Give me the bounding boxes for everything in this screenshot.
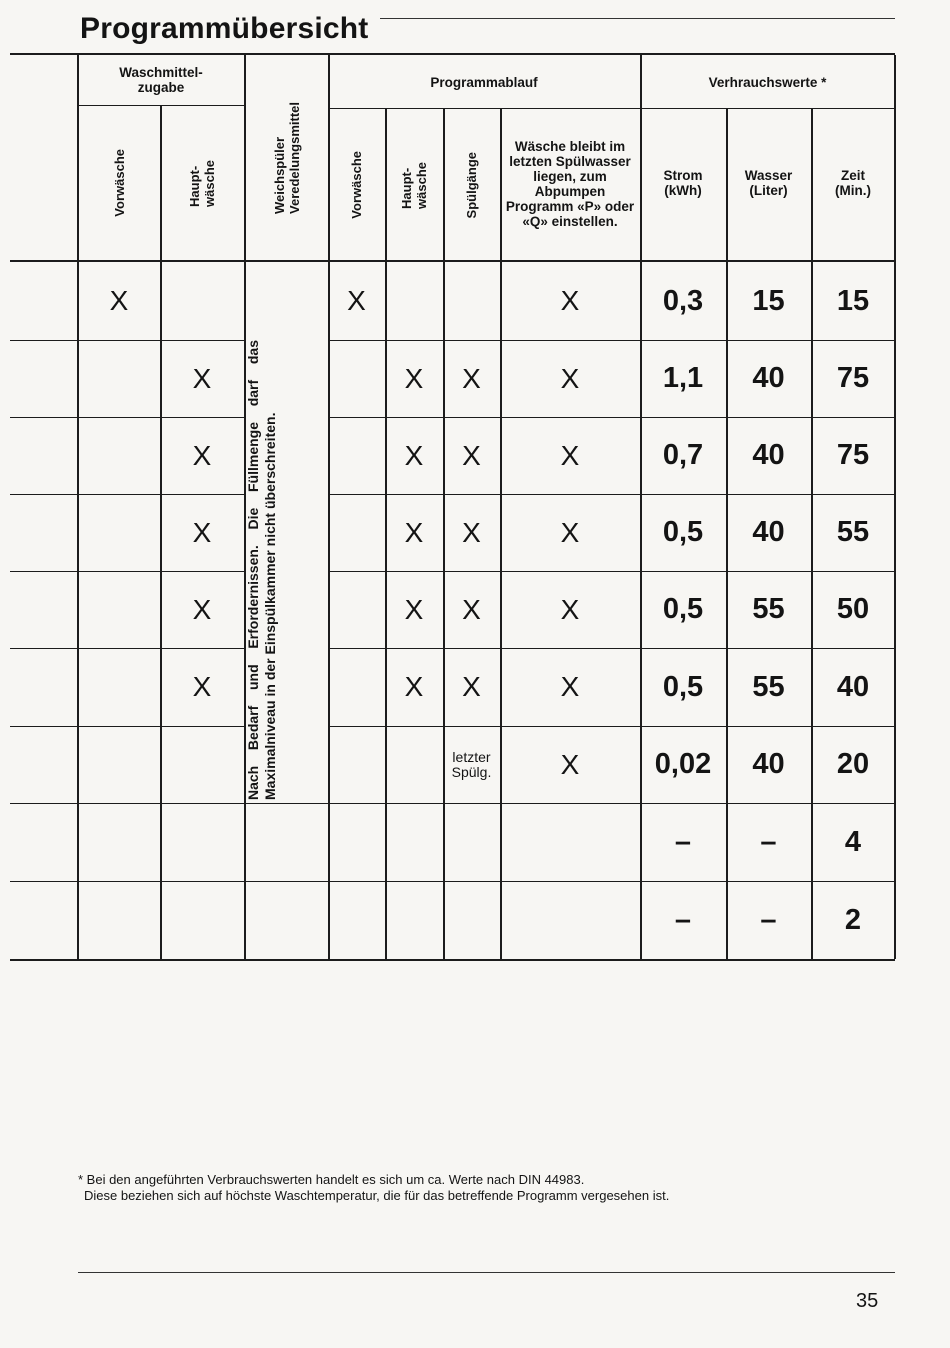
row-divider-3 (10, 494, 245, 495)
cell-pa-hauptwaesche-row-2: X (404, 362, 424, 394)
table-top-border (10, 53, 895, 55)
col-header-hauptwaesche-text: Haupt- wäsche (187, 159, 217, 207)
cell-strom-row-5: 0,5 (662, 593, 704, 625)
cell-hauptwaesche-row-3: X (192, 439, 212, 471)
cell-zeit-row-5: 50 (836, 593, 870, 625)
col-header-vorwaesche-text: Vorwäsche (111, 149, 127, 217)
cell-waesche-bleibt-row-5: X (560, 593, 580, 625)
col-divider-10 (811, 108, 813, 959)
weichspueler-note-text: Nach Bedarf und Erfordernissen. Die Füllmenge darf das Maximalniveau in der Einspülkammer nicht überschreiten. (245, 340, 278, 800)
row-divider-right-3 (328, 494, 895, 495)
cell-strom-row-4: 0,5 (662, 516, 704, 548)
cell-waesche-bleibt-row-6: X (560, 671, 580, 702)
cell-pa-hauptwaesche-row-6: X (404, 671, 424, 702)
cell-wasser-row-7: 40 (752, 748, 785, 780)
row-divider-right-6 (328, 726, 895, 727)
cell-strom-row-6: 0,5 (662, 670, 704, 703)
header-bottom-border (10, 260, 895, 262)
bottom-rule (78, 1272, 895, 1273)
cell-pa-hauptwaesche-row-3: X (404, 439, 424, 471)
col-header-pa-vorwaesche-text: Vorwäsche (349, 151, 364, 219)
col-header-zeit: Zeit (Min.) (835, 168, 871, 198)
row-divider-1 (10, 340, 245, 341)
cell-pa-vorwaesche-row-1: X (347, 285, 366, 316)
cell-wasser-row-4: 40 (752, 516, 785, 548)
cell-vorwaesche-row-1: X (109, 285, 129, 316)
cell-wasser-row-5: 55 (752, 593, 785, 625)
col-divider-5 (385, 108, 387, 959)
footnote-line-1: * Bei den angeführten Verbrauchswerten handelt es sich um ca. Werte nach DIN 44983. (78, 1172, 585, 1187)
cell-strom-row-8: – (674, 825, 692, 858)
row-divider-right-2 (328, 417, 895, 418)
cell-waesche-bleibt-row-7: X (560, 748, 580, 780)
cell-zeit-row-6: 40 (836, 670, 870, 703)
rule-merged-bottom (245, 803, 328, 804)
cell-waesche-bleibt-row-3: X (560, 439, 580, 471)
group-waschmittelzugabe: Waschmittel- zugabe (119, 65, 203, 95)
col-header-spuelgaenge-text: Spülgänge (464, 151, 479, 219)
col-divider-2 (160, 105, 162, 959)
cell-wasser-row-9: – (760, 903, 777, 936)
row-divider-7 (10, 803, 245, 804)
cell-zeit-row-3: 75 (836, 439, 870, 471)
cell-waesche-bleibt-row-1: X (560, 285, 580, 316)
footnote-line-2: Diese beziehen sich auf höchste Waschtemperatur, die für das betreffende Programm vergesehen ist. (84, 1188, 670, 1203)
rule-programmablauf-group (328, 108, 895, 109)
col-divider-8 (640, 55, 642, 959)
cell-zeit-row-1: 15 (836, 284, 870, 317)
row-divider-right-4 (328, 571, 895, 572)
cell-strom-row-7: 0,02 (654, 748, 712, 780)
cell-zeit-row-8: 4 (844, 825, 862, 858)
col-header-pa-hauptwaesche (385, 110, 443, 260)
col-divider-7 (500, 108, 502, 959)
cell-wasser-row-3: 40 (752, 439, 785, 471)
cell-zeit-row-7: 20 (836, 748, 870, 780)
col-header-pa-hauptwaesche-text: Haupt- wäsche (399, 161, 429, 209)
col-divider-6 (443, 108, 445, 959)
group-programmablauf: Programmablauf (430, 75, 538, 90)
row-divider-right-7 (328, 803, 895, 804)
cell-pa-hauptwaesche-row-4: X (404, 516, 424, 548)
row-divider-right-5 (328, 648, 895, 649)
col-header-vorwaesche (78, 106, 160, 260)
col-header-strom: Strom (kWh) (663, 168, 703, 198)
cell-hauptwaesche-row-5: X (192, 593, 212, 625)
cell-strom-row-2: 1,1 (662, 362, 704, 394)
cell-spuelgaenge-row-5: X (462, 593, 481, 625)
cell-waesche-bleibt-row-4: X (560, 516, 580, 548)
col-header-weichspueler-text: Weichspüler Veredelungsmittel (271, 101, 302, 214)
row-divider-8 (10, 881, 245, 882)
cell-zeit-row-2: 75 (836, 362, 870, 394)
cell-strom-row-1: 0,3 (662, 284, 704, 317)
row-divider-6 (10, 726, 245, 727)
page-number: 35 (856, 1290, 879, 1312)
col-divider-1 (77, 55, 79, 959)
row-divider-5 (10, 648, 245, 649)
cell-spuelgaenge-row-7: letzter Spülg. (451, 748, 492, 780)
cell-wasser-row-8: – (760, 825, 777, 858)
col-header-waesche-bleibt: Wäsche bleibt im letzten Spülwasser liegen, zum Abpumpen Programm «P» oder «Q» einstellen. (505, 139, 635, 229)
cell-zeit-row-9: 2 (844, 903, 862, 936)
cell-spuelgaenge-row-2: X (462, 362, 481, 394)
cell-zeit-row-4: 55 (836, 516, 870, 548)
col-divider-4 (328, 55, 330, 959)
col-header-wasser: Wasser (Liter) (744, 168, 793, 198)
cell-hauptwaesche-row-4: X (192, 516, 212, 548)
cell-strom-row-9: – (674, 903, 692, 936)
cell-wasser-row-1: 15 (752, 284, 785, 317)
col-header-weichspueler (245, 55, 328, 260)
rule-merged-bottom-2 (245, 881, 328, 882)
cell-spuelgaenge-row-6: X (462, 671, 481, 702)
cell-spuelgaenge-row-4: X (462, 516, 481, 548)
row-divider-4 (10, 571, 245, 572)
title-rule (380, 18, 895, 19)
cell-hauptwaesche-row-2: X (192, 362, 212, 394)
cell-wasser-row-6: 55 (752, 670, 785, 703)
table-bottom-border (10, 959, 895, 961)
row-divider-right-1 (328, 340, 895, 341)
col-header-hauptwaesche (160, 106, 244, 260)
cell-strom-row-3: 0,7 (662, 439, 704, 471)
cell-pa-hauptwaesche-row-5: X (404, 593, 424, 625)
weichspueler-note (245, 340, 328, 800)
footnote (78, 1172, 878, 1204)
cell-hauptwaesche-row-6: X (192, 671, 212, 702)
group-verbrauchswerte: Verhrauchswerte * (708, 75, 827, 90)
col-header-pa-vorwaesche (328, 110, 385, 260)
cell-wasser-row-2: 40 (752, 362, 785, 394)
row-divider-right-8 (328, 881, 895, 882)
cell-spuelgaenge-row-3: X (462, 439, 481, 471)
col-divider-3 (244, 55, 246, 959)
col-header-spuelgaenge (443, 110, 500, 260)
col-divider-9 (726, 108, 728, 959)
page-title: Programmübersicht (80, 12, 369, 45)
col-divider-11 (894, 55, 896, 959)
cell-waesche-bleibt-row-2: X (560, 362, 580, 394)
row-divider-2 (10, 417, 245, 418)
